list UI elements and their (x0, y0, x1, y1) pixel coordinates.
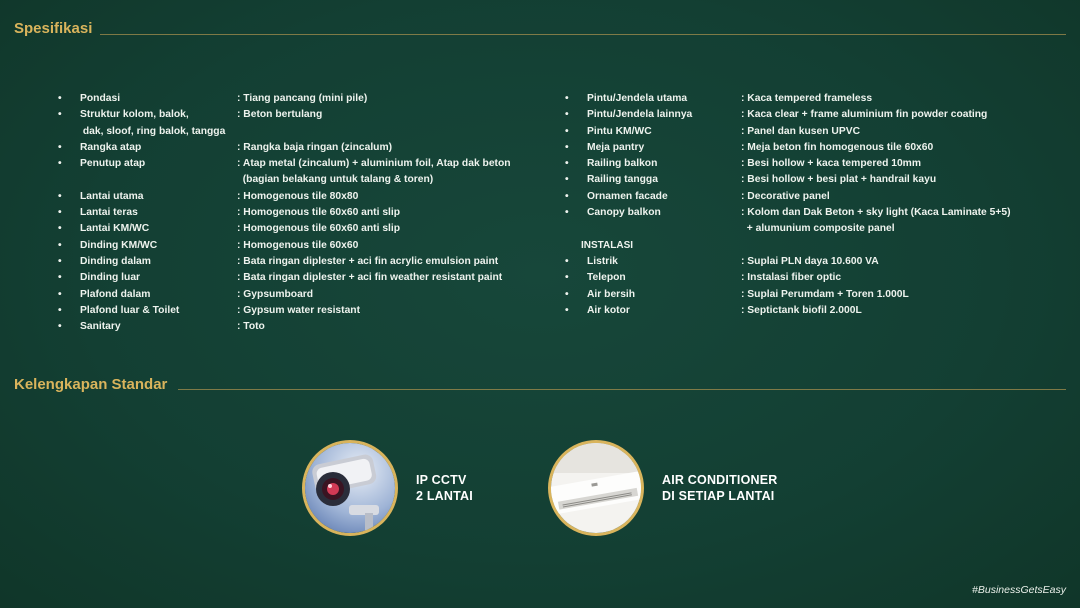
cctv-illustration (305, 443, 395, 533)
spec-label: Railing balkon (587, 158, 658, 170)
spec-value: : Meja beton fin homogenous tile 60x60 (741, 141, 934, 153)
spec-value: : Atap metal (zincalum) + aluminium foil, Atap dak beton (237, 158, 511, 170)
spec-row-continuation (58, 126, 548, 142)
spec-row (565, 126, 1065, 142)
bullet-icon: • (58, 190, 62, 202)
spec-label: Air bersih (587, 288, 636, 300)
spec-value: : Decorative panel (741, 190, 830, 202)
spec-value: : Gypsumboard (237, 288, 314, 300)
spec-value: : Kolom dan Dak Beton + sky light (Kaca Laminate 5+5) (741, 207, 1011, 219)
spec-value: : Kaca clear + frame aluminium fin powder coating (741, 109, 988, 121)
spec-label: Lantai utama (80, 190, 144, 202)
spec-label: Rangka atap (80, 141, 142, 153)
specifications-divider (100, 34, 1066, 35)
spec-label: Dinding KM/WC (80, 239, 158, 251)
spec-label: Telepon (587, 272, 626, 284)
spec-row (58, 223, 548, 239)
bullet-icon: • (58, 158, 62, 170)
spec-row (58, 256, 548, 272)
spec-row (58, 109, 548, 125)
spec-label: Lantai teras (80, 207, 138, 219)
spec-value: : Instalasi fiber optic (741, 272, 842, 284)
spec-row (58, 305, 548, 321)
spec-label: Dinding dalam (80, 255, 151, 267)
bullet-icon: • (58, 255, 62, 267)
spec-value: : Homogenous tile 60x60 anti slip (237, 207, 401, 219)
spec-value: : Suplai Perumdam + Toren 1.000L (741, 288, 909, 300)
spec-row (565, 256, 1065, 272)
bullet-icon: • (58, 93, 62, 104)
spec-row (58, 321, 548, 337)
spec-row (565, 191, 1065, 207)
specifications-title: Spesifikasi (14, 20, 93, 37)
spec-label: Dinding luar (80, 272, 141, 284)
spec-row (565, 174, 1065, 190)
features-row (0, 440, 1080, 544)
spec-label: Railing tangga (587, 174, 658, 186)
spec-row (565, 305, 1065, 321)
spec-row (58, 289, 548, 305)
spec-value: : Tiang pancang (mini pile) (237, 93, 368, 104)
bullet-icon: • (565, 174, 569, 186)
spec-row (58, 240, 548, 256)
spec-value: : Rangka baja ringan (zincalum) (237, 141, 393, 153)
spec-value: : Besi hollow + besi plat + handrail kayu (741, 174, 937, 186)
bullet-icon: • (565, 158, 569, 170)
feature-line: 2 LANTAI (416, 489, 473, 503)
spec-row (58, 158, 548, 174)
spec-value: : Toto (237, 321, 265, 333)
feature-line: IP CCTV (416, 473, 467, 487)
spec-row (58, 93, 548, 109)
spec-value: : Suplai PLN daya 10.600 VA (741, 255, 879, 267)
feature-ac-label (662, 472, 778, 504)
spec-row-continuation (565, 223, 1065, 239)
standard-equipment-title: Kelengkapan Standar (14, 376, 168, 393)
spec-value: : Gypsum water resistant (237, 304, 361, 316)
spec-value: : Kaca tempered frameless (741, 93, 873, 104)
bullet-icon: • (565, 272, 569, 284)
spec-row (565, 272, 1065, 288)
spec-label: Lantai KM/WC (80, 223, 150, 235)
spec-label: dak, sloof, ring balok, tangga (80, 125, 226, 137)
bullet-icon: • (58, 304, 62, 316)
cctv-camera-icon (302, 440, 398, 536)
spec-value: : Besi hollow + kaca tempered 10mm (741, 158, 921, 170)
bullet-icon: • (565, 288, 569, 300)
spec-row (58, 191, 548, 207)
spec-row (565, 142, 1065, 158)
bullet-icon: • (58, 109, 62, 121)
spec-value: + alumunium composite panel (741, 223, 895, 235)
left-spec-list (58, 93, 548, 337)
spec-value: : Bata ringan diplester + aci fin acrylic emulsion paint (237, 255, 499, 267)
spec-label: Pintu KM/WC (587, 125, 652, 137)
bullet-icon: • (565, 93, 569, 104)
bullet-icon: • (565, 141, 569, 153)
feature-line: AIR CONDITIONER (662, 473, 778, 487)
spec-label: Sanitary (80, 321, 121, 333)
spec-label: Pondasi (80, 93, 121, 104)
feature-line: DI SETIAP LANTAI (662, 489, 775, 503)
hashtag-footer: #BusinessGetsEasy (972, 584, 1066, 596)
spec-row (565, 109, 1065, 125)
feature-cctv-label (416, 472, 473, 504)
spec-label: Meja pantry (587, 141, 645, 153)
spec-label: Ornamen facade (587, 190, 668, 202)
spec-row (565, 207, 1065, 223)
spec-row-continuation (58, 174, 548, 190)
spec-row (565, 289, 1065, 305)
spec-label: Plafond luar & Toilet (80, 304, 180, 316)
bullet-icon: • (565, 109, 569, 121)
spec-row (565, 158, 1065, 174)
spec-label: Penutup atap (80, 158, 146, 170)
air-conditioner-icon (548, 440, 644, 536)
bullet-icon: • (565, 125, 569, 137)
bullet-icon: • (58, 272, 62, 284)
bullet-icon: • (58, 223, 62, 235)
spec-value: : Homogenous tile 80x80 (237, 190, 359, 202)
spec-value: : Bata ringan diplester + aci fin weather resistant paint (237, 272, 503, 284)
spec-label: Plafond dalam (80, 288, 151, 300)
bullet-icon: • (58, 207, 62, 219)
bullet-icon: • (58, 288, 62, 300)
bullet-icon: • (565, 304, 569, 316)
spec-value: : Homogenous tile 60x60 anti slip (237, 223, 401, 235)
ac-illustration (551, 443, 641, 533)
bullet-icon: • (58, 321, 62, 333)
bullet-icon: • (58, 239, 62, 251)
spec-row (58, 207, 548, 223)
right-spec-list (565, 93, 1065, 321)
spec-label: Pintu/Jendela utama (587, 93, 688, 104)
spec-label: Canopy balkon (587, 207, 661, 219)
spec-label: Pintu/Jendela lainnya (587, 109, 693, 121)
spec-value: : Beton bertulang (237, 109, 323, 121)
spec-value: : Septictank biofil 2.000L (741, 304, 862, 316)
spec-label: Listrik (587, 255, 618, 267)
spec-value: (bagian belakang untuk talang & toren) (237, 174, 434, 186)
bullet-icon: • (565, 190, 569, 202)
instalasi-heading (565, 240, 1065, 256)
standard-equipment-divider (178, 389, 1066, 390)
instalasi-heading-label: INSTALASI (581, 239, 634, 251)
spec-row (58, 272, 548, 288)
spec-label: Air kotor (587, 304, 630, 316)
spec-row (58, 142, 548, 158)
bullet-icon: • (565, 255, 569, 267)
spec-value: : Panel dan kusen UPVC (741, 125, 861, 137)
spec-row (565, 93, 1065, 109)
spec-value: : Homogenous tile 60x60 (237, 239, 359, 251)
bullet-icon: • (565, 207, 569, 219)
bullet-icon: • (58, 141, 62, 153)
spec-label: Struktur kolom, balok, (80, 109, 189, 121)
